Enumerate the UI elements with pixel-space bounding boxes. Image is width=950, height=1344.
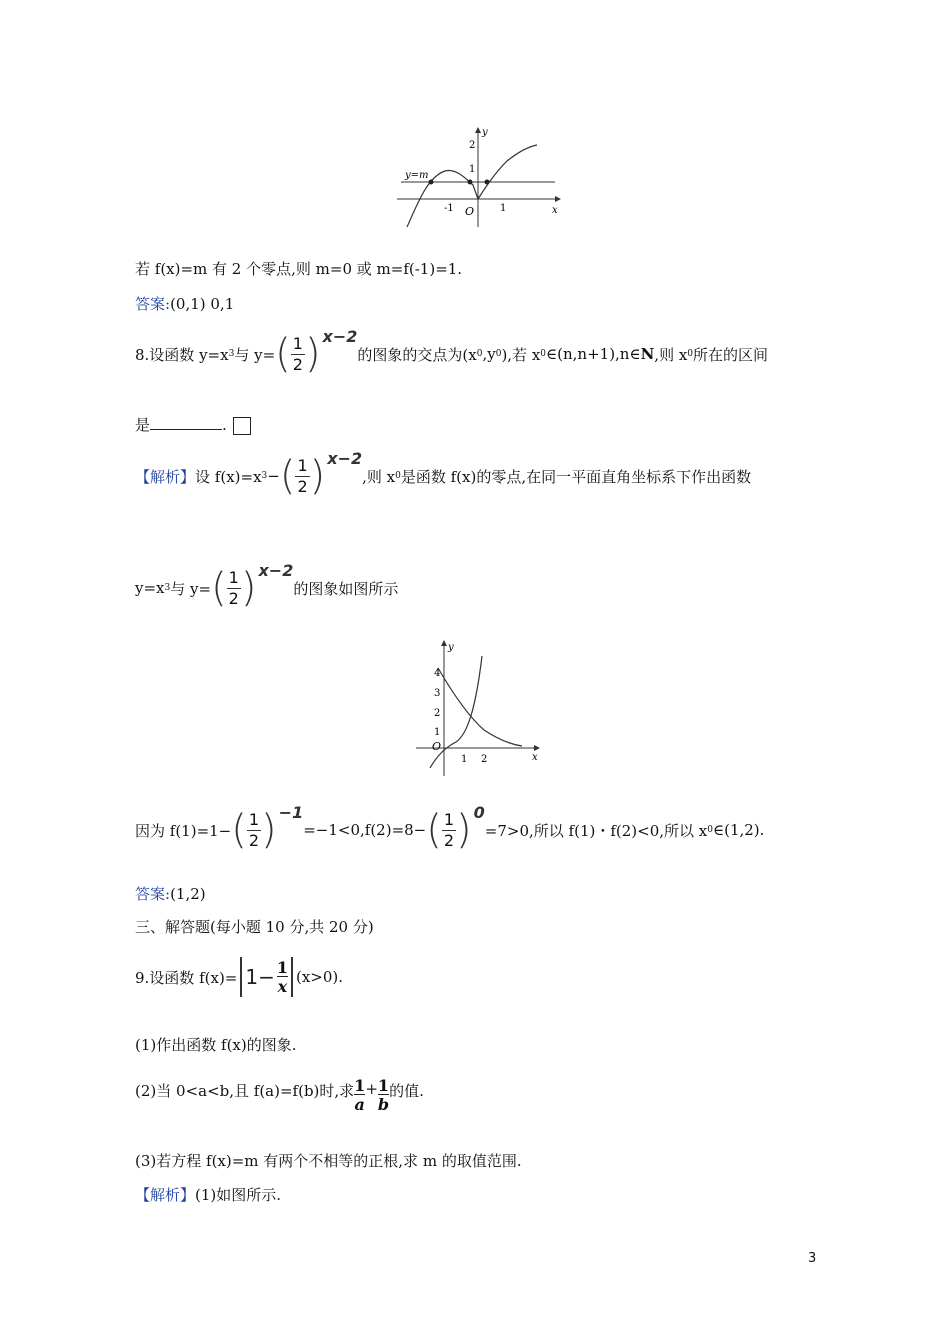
label-y-m: y=m xyxy=(405,170,429,181)
answer-value: (0,1) 0,1 xyxy=(170,295,235,313)
label-y: y xyxy=(482,127,488,138)
half-power: ( $\frac{1}{2}$ ) xyxy=(211,565,257,611)
tick-x-2: 2 xyxy=(481,754,488,765)
question-9-part-1: (1)作出函数 f(x)的图象. xyxy=(135,1036,297,1054)
tick-y-3: 3 xyxy=(434,688,441,699)
answer-line-2 xyxy=(135,883,206,904)
solution-tag: 【解析】 xyxy=(135,467,196,486)
label-y: y xyxy=(448,642,454,653)
tick-y-1: 1 xyxy=(434,727,441,738)
exponent: 0 xyxy=(473,802,485,822)
q8-text: 8.设函数 y=x xyxy=(135,345,229,364)
answer-line-1 xyxy=(135,293,234,314)
x-axis-arrow xyxy=(555,196,561,202)
page-number: 3 xyxy=(808,1251,817,1266)
intersection-point xyxy=(485,180,490,185)
question-8-line2: 是 . xyxy=(135,414,251,435)
tick-y-1: 1 xyxy=(469,164,476,175)
curve-exponential xyxy=(438,668,522,746)
tick-x-1: 1 xyxy=(461,754,468,765)
x-axis-arrow xyxy=(534,745,540,751)
solution-8: 【解析】 设 f(x)=x 3 − ( $\frac{1}{2}$ ) x−2 ,则 x 0 是函数 f(x)的零点,在同一平面直角坐标系下作出函数 xyxy=(135,448,752,499)
y-axis-arrow xyxy=(475,127,481,133)
intersection-point xyxy=(429,180,434,185)
half-power: ( $\frac{1}{2}$ ) xyxy=(275,331,321,377)
question-9: 9.设函数 f(x)= 1− $\frac{1}{x}$ (x>0). xyxy=(135,957,344,996)
solution-9: 【解析】(1)如图所示. xyxy=(135,1186,282,1204)
exponent: x−2 xyxy=(322,326,358,346)
solution-8-line2: y=x 3 与 y= ( $\frac{1}{2}$ ) x−2 的图象如图所示 xyxy=(135,560,399,611)
tick-y-4: 4 xyxy=(434,668,441,679)
answer-label: 答案: xyxy=(135,295,171,313)
solution-text-zeros: 若 f(x)=m 有 2 个零点,则 m=0 或 m=f(-1)=1. xyxy=(135,260,463,278)
half-power: ( $\frac{1}{2}$ ) xyxy=(426,807,472,853)
label-x: x xyxy=(552,205,558,216)
absolute-value-expr: 1− $\frac{1}{x}$ xyxy=(237,957,296,997)
intersection-point xyxy=(468,180,473,185)
exponent: x−2 xyxy=(258,560,294,580)
checkbox-square xyxy=(233,417,251,435)
half-power: ( $\frac{1}{2}$ ) xyxy=(279,453,326,499)
question-9-part-3: (3)若方程 f(x)=m 有两个不相等的正根,求 m 的取值范围. xyxy=(135,1152,522,1170)
section-heading: 三、解答题(每小题 10 分,共 20 分) xyxy=(135,918,374,936)
answer-value: (1,2) xyxy=(170,885,206,903)
evaluation-line: 因为 f(1)=1− ( $\frac{1}{2}$ ) −1 =−1<0,f(2)=8− ( $\frac{1}{2}$ ) 0 =7>0,所以 f(1)・f(2)<0,所以 x 0 ∈(1,2). xyxy=(135,802,765,853)
q8-text: 的图象的交点为(x xyxy=(357,345,477,364)
answer-blank xyxy=(150,417,222,430)
graph-cubic-exponential xyxy=(412,636,544,778)
origin-label: O xyxy=(432,740,442,753)
tick-y-2: 2 xyxy=(469,140,476,151)
origin-label: O xyxy=(465,205,475,218)
tick-x-neg1: -1 xyxy=(444,203,454,214)
question-8: 8.设函数 y=x 3 与 y= ( $\frac{1}{2}$ ) x−2 的图象的交点为(x 0 ,y 0 ),若 x 0 ∈(n,n+1),n∈ N ,则 x 0 所在的区间 xyxy=(135,326,769,377)
y-axis-arrow xyxy=(441,640,447,646)
answer-label: 答案: xyxy=(135,885,171,903)
q8-text: 与 y= xyxy=(234,345,276,364)
exponent: −1 xyxy=(278,802,304,822)
solution-tag: 【解析】 xyxy=(135,1186,196,1204)
question-9-part-2: (2)当 0<a<b,且 f(a)=f(b)时,求 $\frac{1}{a}$ + $\frac{1}{b}$ 的值. xyxy=(135,1076,424,1114)
tick-x-1: 1 xyxy=(500,203,507,214)
sup: 3 xyxy=(228,349,235,359)
label-x: x xyxy=(532,752,538,763)
tick-y-2: 2 xyxy=(434,708,441,719)
graph-cubic-horizontal-line xyxy=(395,125,565,235)
exponent: x−2 xyxy=(327,448,363,468)
half-power: ( $\frac{1}{2}$ ) xyxy=(231,807,277,853)
